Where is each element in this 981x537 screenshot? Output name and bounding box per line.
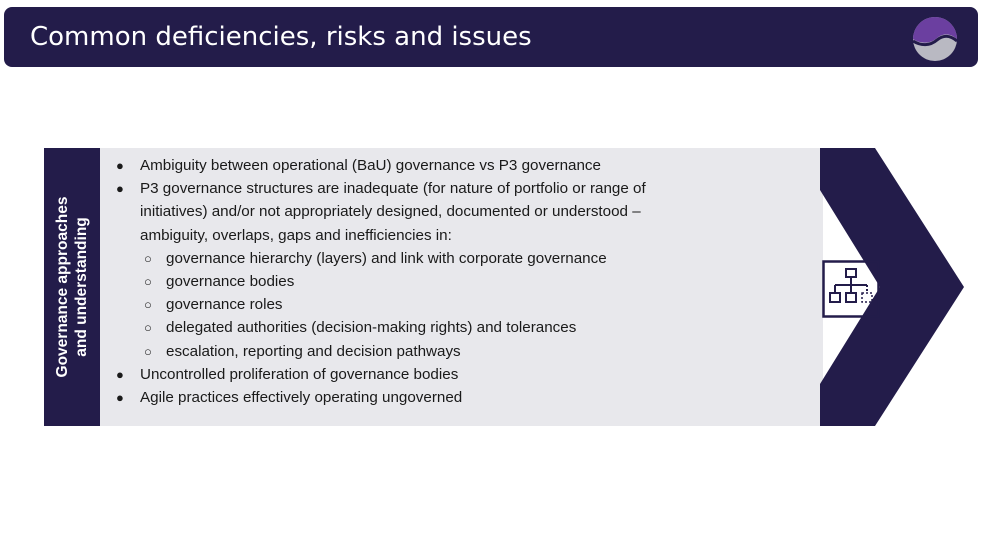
title-bar [4,7,978,67]
bullet-text: Agile practices effectively operating ungoverned [140,389,463,407]
section-label-text [53,148,91,426]
bullet-continuation: initiatives) and/or not appropriately designed, documented or understood – [140,203,641,221]
sub-bullet-text: governance roles [166,296,283,314]
bullet-icon: ● [116,366,124,382]
sub-list-item [112,340,812,363]
swirl-logo-icon [910,14,960,64]
bullet-icon: ● [116,158,124,173]
list-item [112,177,812,200]
list-item [112,154,812,177]
list-item [112,363,812,386]
section-label-line1: Governance approaches [54,196,71,378]
section-label [44,148,100,426]
bullet-text: Ambiguity between operational (BaU) governance vs P3 governance [140,157,601,174]
sub-list-item [112,247,812,270]
slide-title: Common deficiencies, risks and issues [30,22,532,52]
bullet-continuation: ambiguity, overlaps, gaps and inefficiencies in: [140,226,452,244]
circle-bullet-icon: ○ [144,274,152,290]
section-label-line2: and understanding [73,217,90,357]
sub-list-item [112,270,812,293]
sub-bullet-text: governance hierarchy (layers) and link with corporate governance [166,249,607,267]
sub-bullet-text: governance bodies [166,273,295,291]
bullet-list [112,154,812,409]
sub-bullet-text: escalation, reporting and decision pathways [166,342,461,360]
sub-list-item [112,316,812,339]
sub-list-item [112,293,812,316]
sub-bullet-text: delegated authorities (decision-making rights) and tolerances [166,319,577,337]
circle-bullet-icon: ○ [144,250,152,266]
circle-bullet-icon: ○ [144,320,152,336]
list-item [112,386,812,409]
bullet-text: Uncontrolled proliferation of governance bodies [140,365,459,383]
hierarchy-chart-icon [822,260,880,318]
bullet-text: P3 governance structures are inadequate (for nature of portfolio or range of [140,180,646,198]
bullet-icon: ● [116,181,124,197]
bullet-icon: ● [116,390,124,406]
circle-bullet-icon: ○ [144,343,152,359]
circle-bullet-icon: ○ [144,297,152,313]
